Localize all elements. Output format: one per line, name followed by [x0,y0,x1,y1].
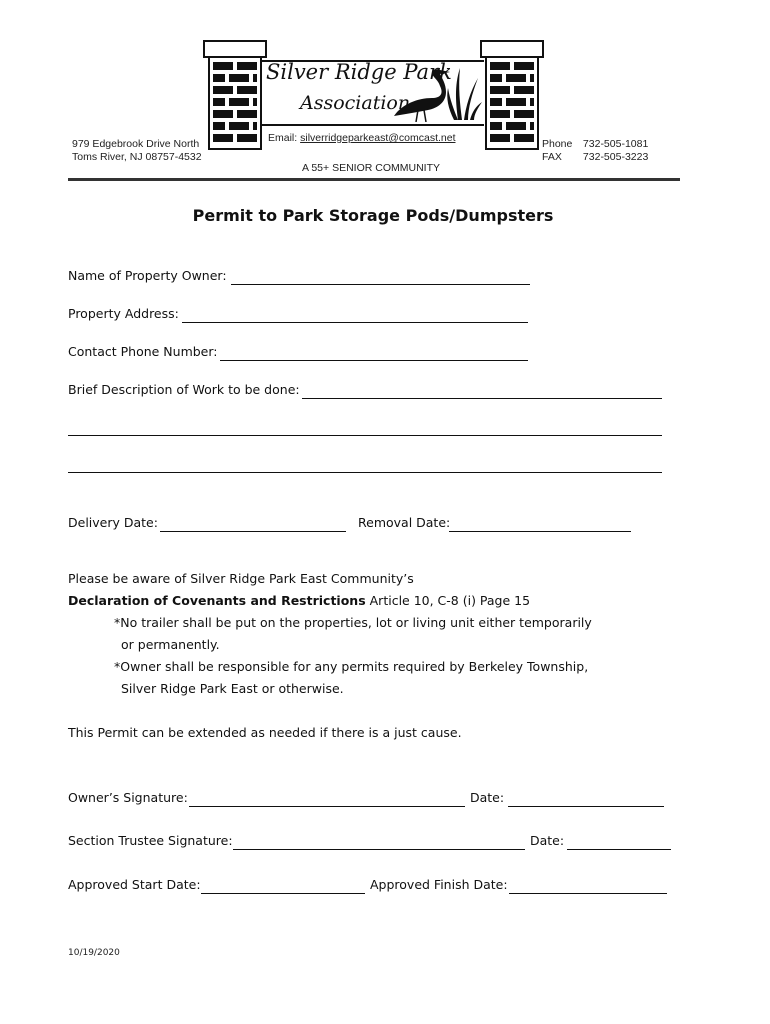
fax-label: FAX [542,151,562,163]
covenants-title: Declaration of Covenants and Restrictions [68,593,366,608]
notice-line-1: Please be aware of Silver Ridge Park East Community’s [68,571,414,586]
rule-2-line-2: Silver Ridge Park East or otherwise. [121,681,344,696]
delivery-date-field[interactable] [160,531,346,532]
email-link[interactable]: silverridgeparkeast@comcast.net [300,132,456,144]
address-line-1: 979 Edgebrook Drive North [72,138,200,150]
heron-icon [388,64,484,122]
removal-date-field[interactable] [449,531,631,532]
work-description-field-line-1[interactable] [302,398,662,399]
owner-date-label: Date: [470,790,505,805]
extension-note: This Permit can be extended as needed if there is a just cause. [68,725,462,740]
fax-line [542,150,648,164]
trustee-signature-field[interactable] [233,849,525,850]
logo-title: Silver Ridge Park [266,60,452,84]
trustee-signature-label: Section Trustee Signature: [68,833,233,848]
phone-label: Phone [542,138,573,150]
fax-number: 732-505-3223 [582,151,649,163]
approved-finish-field[interactable] [509,893,667,894]
community-tagline: A 55+ SENIOR COMMUNITY [302,162,440,174]
rule-1-line-2: or permanently. [121,637,220,652]
owner-date-field[interactable] [508,806,664,807]
owner-name-label: Name of Property Owner: [68,268,227,283]
rule-1-line-1: *No trailer shall be put on the properties, lot or living unit either temporarily [114,615,592,630]
covenants-article: Article 10, C-8 (i) Page 15 [365,593,531,608]
phone-line [542,137,648,151]
contact-phone-field[interactable] [220,360,528,361]
work-description-label: Brief Description of Work to be done: [68,382,300,397]
work-description-field-line-3[interactable] [68,472,662,473]
revision-date: 10/19/2020 [68,948,120,958]
approved-start-label: Approved Start Date: [68,877,201,892]
trustee-date-field[interactable] [567,849,671,850]
brick-pillar-left-icon [203,40,267,150]
owner-name-field[interactable] [231,284,530,285]
property-address-label: Property Address: [68,306,179,321]
email-label: Email: [268,132,298,144]
header-divider [68,178,680,181]
owner-signature-label: Owner’s Signature: [68,790,188,805]
form-title: Permit to Park Storage Pods/Dumpsters [192,206,554,225]
work-description-field-line-2[interactable] [68,435,662,436]
property-address-field[interactable] [182,322,528,323]
covenants-reference [68,593,530,608]
owner-signature-field[interactable] [189,806,465,807]
rule-2-line-1: *Owner shall be responsible for any permits required by Berkeley Township, [114,659,589,674]
trustee-date-label: Date: [530,833,565,848]
address-line-2: Toms River, NJ 08757-4532 [72,151,202,163]
phone-number: 732-505-1081 [582,138,649,150]
contact-phone-label: Contact Phone Number: [68,344,218,359]
logo-subtitle: Association [300,92,411,114]
delivery-date-label: Delivery Date: [68,515,158,530]
approved-finish-label: Approved Finish Date: [370,877,508,892]
approved-start-field[interactable] [201,893,365,894]
brick-pillar-right-icon [480,40,544,150]
email-line [268,131,456,145]
removal-date-label: Removal Date: [358,515,451,530]
